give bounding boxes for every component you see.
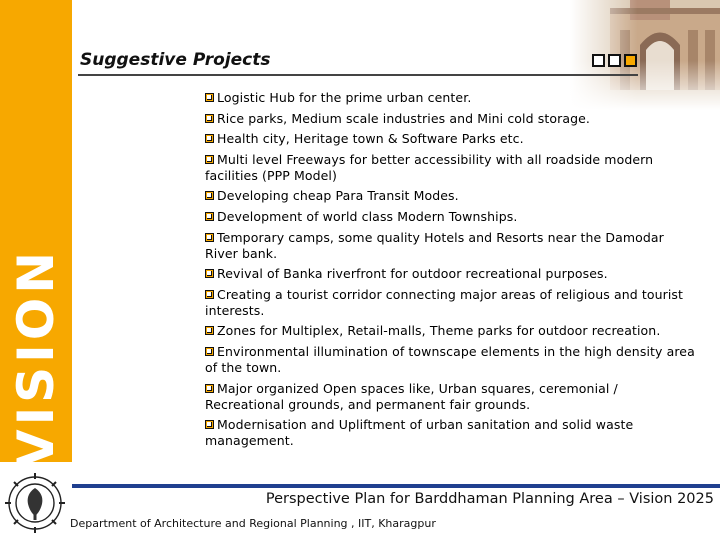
checkbox-bullet-icon: [205, 347, 214, 356]
checkbox-bullet-icon: [205, 191, 214, 200]
checkbox-bullet-icon: [205, 290, 214, 299]
checkbox-bullet-icon: [205, 93, 214, 102]
list-item: Zones for Multiplex, Retail-malls, Theme parks for outdoor recreation.: [205, 323, 695, 339]
footer-department: Department of Architecture and Regional Planning , IIT, Kharagpur: [70, 517, 436, 530]
page-title: Suggestive Projects: [80, 50, 271, 70]
list-item: Logistic Hub for the prime urban center.: [205, 90, 695, 106]
square-icon: [592, 54, 605, 67]
square-filled-icon: [624, 54, 637, 67]
title-squares-decoration: [592, 54, 637, 67]
list-item: Major organized Open spaces like, Urban squares, ceremonial / Recreational grounds, and permanent fair grounds.: [205, 380, 618, 412]
square-icon: [608, 54, 621, 67]
list-item: Temporary camps, some quality Hotels and Resorts near the Damodar River bank.: [205, 229, 664, 261]
checkbox-bullet-icon: [205, 233, 214, 242]
title-divider: [78, 74, 638, 76]
list-item: Multi level Freeways for better accessibility with all roadside modern facilities (PPP Model): [205, 151, 654, 183]
list-item: Development of world class Modern Townships.: [205, 209, 695, 225]
list-item: Environmental illumination of townscape elements in the high density area of the town.: [205, 343, 695, 375]
list-item: Creating a tourist corridor connecting major areas of religious and tourist interests.: [205, 286, 684, 318]
checkbox-bullet-icon: [205, 269, 214, 278]
vision-label: [0, 247, 72, 468]
checkbox-bullet-icon: [205, 155, 214, 164]
checkbox-bullet-icon: [205, 384, 214, 393]
checkbox-bullet-icon: [205, 212, 214, 221]
vision-text: VISION: [7, 247, 66, 468]
footer-plan-title: Perspective Plan for Barddhaman Planning Area – Vision 2025: [265, 491, 714, 507]
project-list: [205, 90, 695, 454]
checkbox-bullet-icon: [205, 420, 214, 429]
checkbox-bullet-icon: [205, 114, 214, 123]
footer-divider: [72, 484, 720, 488]
checkbox-bullet-icon: [205, 326, 214, 335]
list-item: Developing cheap Para Transit Modes.: [205, 188, 695, 204]
list-item: Modernisation and Upliftment of urban sanitation and solid waste management.: [205, 417, 634, 449]
iit-kharagpur-logo: [4, 470, 66, 536]
list-item: Revival of Banka riverfront for outdoor recreational purposes.: [205, 266, 695, 282]
list-item: Health city, Heritage town & Software Parks etc.: [205, 131, 695, 147]
list-item: Rice parks, Medium scale industries and Mini cold storage.: [205, 111, 695, 127]
checkbox-bullet-icon: [205, 134, 214, 143]
